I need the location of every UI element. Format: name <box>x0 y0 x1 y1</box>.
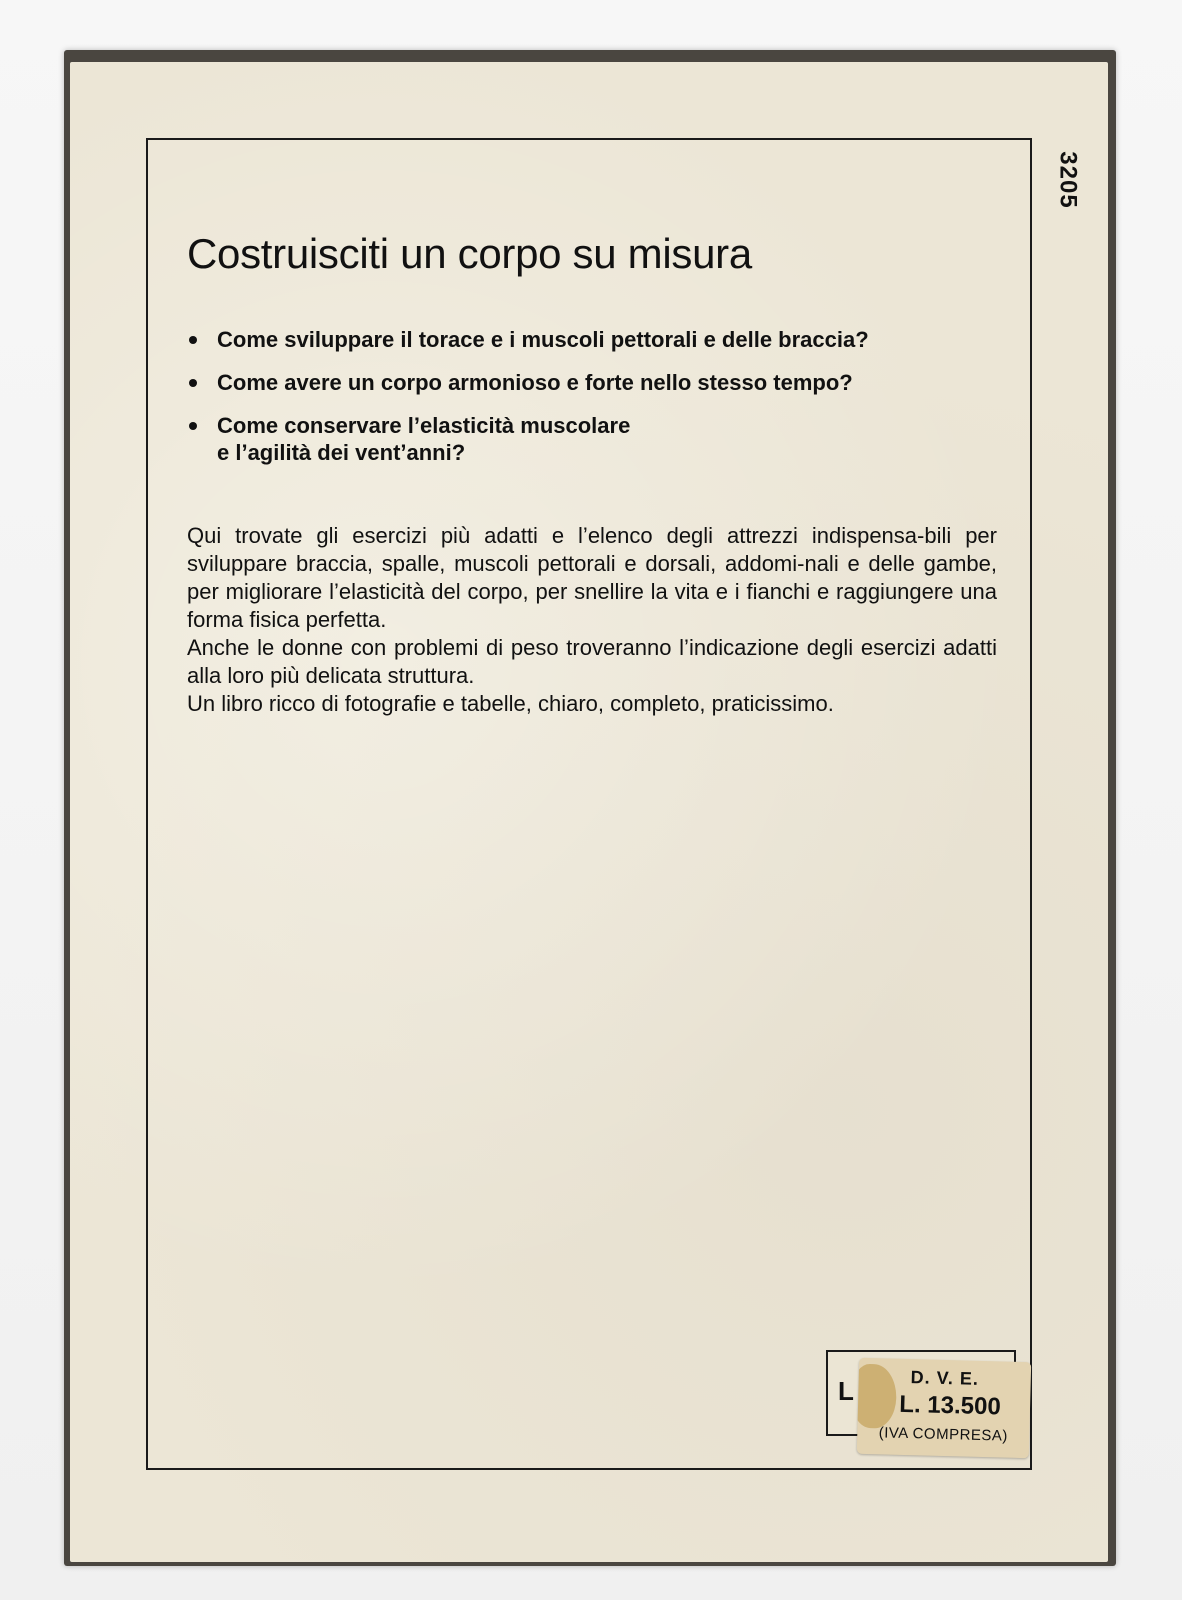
question-text: Come conservare l’elasticità muscolare e l’agilità dei vent’anni? <box>217 413 631 465</box>
question-item <box>187 326 1007 353</box>
bullet-icon <box>189 379 197 387</box>
bullet-icon <box>189 422 197 430</box>
description-paragraph: Anche le donne con problemi di peso troveranno l’indicazione degli esercizi adatti alla loro più delicata struttura. <box>187 635 997 688</box>
question-text: Come sviluppare il torace e i muscoli pettorali e delle braccia? <box>217 327 869 352</box>
sticker-vat-note: (IVA COMPRESA) <box>878 1424 1009 1445</box>
description-paragraph: Un libro ricco di fotografie e tabelle, chiaro, completo, praticissimo. <box>187 691 834 716</box>
series-number <box>1028 140 1108 220</box>
description-block <box>187 522 997 718</box>
cover-title: Costruisciti un corpo su misura <box>187 230 752 277</box>
sticker-publisher: D. V. E. <box>910 1367 980 1389</box>
sticker-price: L. 13.500 <box>899 1390 1002 1421</box>
bullet-icon <box>189 336 197 344</box>
question-text: Come avere un corpo armonioso e forte nello stesso tempo? <box>217 370 853 395</box>
price-box-letter: L <box>838 1376 854 1406</box>
description-paragraph: Qui trovate gli esercizi più adatti e l’elenco degli attrezzi indispensa-bili per sviluppare braccia, spalle, muscoli pettorali e dorsali, addomi-nali e delle gambe, per migliorare l’elasticità del corpo, per snellire la vita e i fianchi e raggiungere una forma fisica perfetta. <box>187 523 997 632</box>
question-list <box>187 326 1007 482</box>
series-number-text: 3205 <box>1054 151 1082 209</box>
price-sticker <box>857 1358 1031 1458</box>
question-item <box>187 369 1007 396</box>
question-item <box>187 412 1007 466</box>
